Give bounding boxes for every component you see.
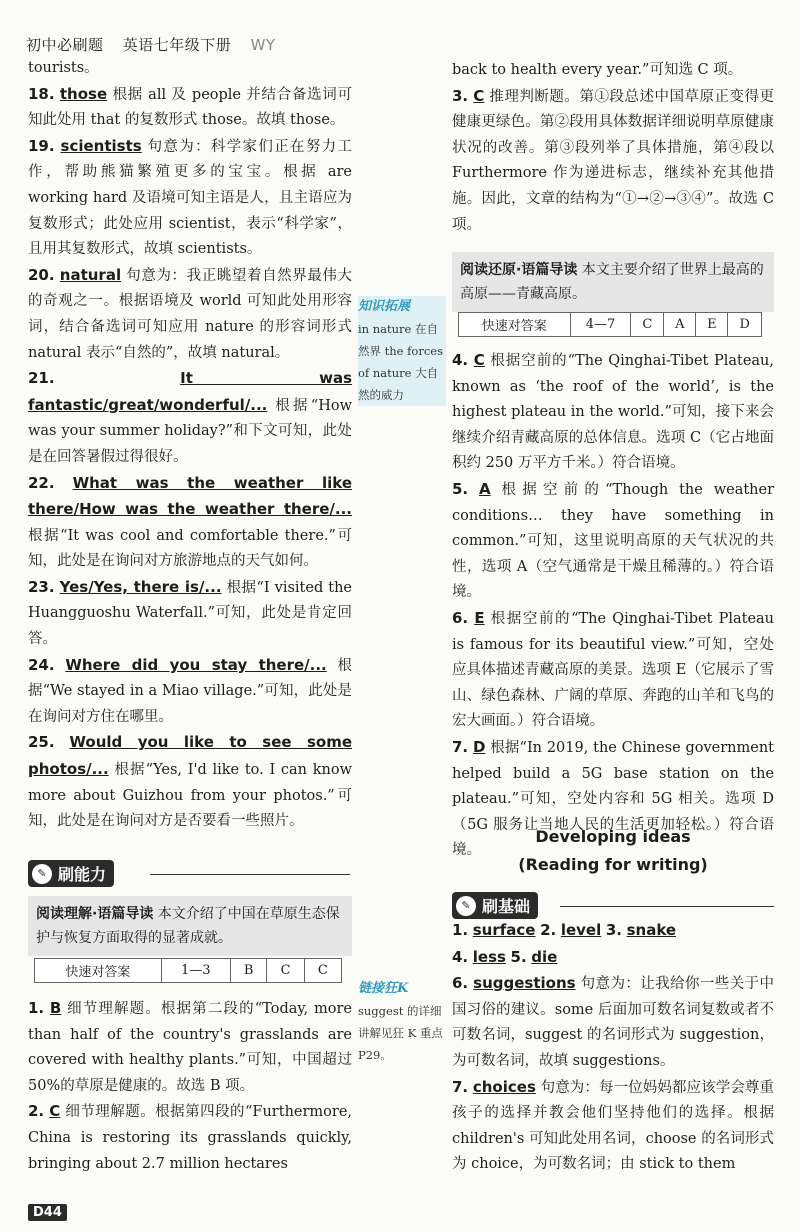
answer-item: 20. natural 句意为：我正眺望着自然界最伟大的奇观之一。根据语境及 world 可知此处用形容词，结合备选词可知应用 nature 的形容词形式 natural 表示“自然的”，故填 natural。 [28,265,353,361]
quick-answer-cell: 快速对答案 [35,959,162,983]
basics-list [452,918,774,1178]
guide-text: 本文介绍了中国在草原生态保护与恢复方面取得的显著成就。 [36,906,340,946]
link-text: suggest 的详细讲解见狂 K 重点 P29。 [358,1004,443,1062]
quick-answer-cell: D [728,313,762,337]
knowledge-sidebar [358,296,446,406]
sidebar-text: in nature 在自然界 the forces of nature 大自然的威力 [358,322,443,402]
answer-item: 21. It was fantastic/great/wonderful/... 根据“How was your summer holiday?”和下文可知，此处是在回答暑假过得很好。 [28,369,352,465]
answer-item: 22. What was the weather like there/How was the weather there/... 根据“It was cool and comfortable there.”可知，此处是在询问对方旅游地点的天气如何。 [28,473,352,570]
answer-item: 7. D 根据“In 2019, the Chinese government helped build a 5G base station on the plateau.”可知，空处内容和 5G 相关。选项 D（5G 服务让当地人民的生活更加轻松。）符合语境。 [452,737,775,859]
divider [150,874,350,875]
reading-guide [28,896,352,956]
quick-answer-cell: A [664,313,696,337]
quick-answer-table-right [458,312,762,337]
page-number: D44 [28,1204,67,1221]
reading-guide-right [452,252,774,312]
guide-label: 阅读还原·语篇导读 [460,262,578,278]
answer-item: 2. C 细节理解题。根据第四段的“Furthermore, China is restoring its grasslands quickly, bringing about 2.7 million hectares [28,1102,353,1172]
right-column [452,58,774,238]
quick-answer-cell: 1—3 [161,959,230,983]
answer-item: 4. C 根据空前的“The Qinghai-Tibet Plateau, known as ‘the roof of the world’, is the highest plateau in the world.”可知，接下来会继续介绍青藏高原的总体信息。选项 C（它占地面积约 250 万平方千米。）符合语境。 [452,351,774,472]
unit-subtitle: (Reading for writing) [518,855,708,874]
left-reading-items [28,996,352,1177]
answer-item: 18. those 根据 all 及 people 并结合备选词可知此处用 that 的复数形式 those。故填 those。 [28,84,353,129]
basics-row: 4. less 5. die [452,947,558,966]
section-heading-ability [28,860,114,887]
guide-text: 本文主要介绍了世界上最高的高原——青藏高原。 [460,262,764,302]
answer-item: 7. choices 句意为：每一位妈妈都应该学会尊重孩子的选择并教会他们坚持他们的选择。根据 children's 可知此处用名词，choose 的名词形式为 choice，为可数名词；由 stick to them [452,1077,775,1173]
left-column [28,56,352,835]
brush-icon: ✎ [456,896,476,916]
basics-row: 1. surface 2. level 3. snake [452,921,677,939]
answer-item: 19. scientists 句意为：科学家们正在努力工作，帮助熊猫繁殖更多的宝宝。根据 are working hard 及语境可知主语是人，且主语应为复数形式；此处应用 scientist，表示“科学家”，且用其复数形式，故填 scientists。 [28,136,353,258]
section-title: 刷基础 [482,897,531,916]
answer-item: 1. B 细节理解题。根据第二段的“Today, more than half of the country's grasslands are covered with healthy plants.”可知，中国超过 50%的草原是健康的。故选 B 项。 [28,999,352,1094]
answer-item: 6. suggestions 句意为：让我给你一些关于中国习俗的建议。some 后面加可数名词复数或者不可数名词，suggest 的名词形式为 suggestion，为可数名词，故填 suggestions。 [452,974,775,1069]
section-heading-basic [452,892,538,919]
quick-answer-cell: C [631,313,664,337]
divider [560,906,774,907]
answer-item: 6. E 根据空前的“The Qinghai-Tibet Plateau is famous for its beautiful view.”可知，空处应具体描述青藏高原的美景。选项 E（它展示了雪山、绿色森林、广阔的草原、奔跑的山羊和飞鸟的宏大画面。）符合语境。 [452,608,775,730]
answer-item: 23. Yes/Yes, there is/... 根据“I visited the Huangguoshu Waterfall.”可知，此处是肯定回答。 [28,577,353,648]
answer-item: 5. A 根据空前的“Though the weather conditions… they have something in common.”可知，这里说明高原的天气状况的共性，选项 A（空气通常是干燥且稀薄的。）符合语境。 [452,479,775,601]
page-header [26,34,290,55]
unit-title: Developing ideas [535,827,691,846]
answer-item-3: 3. C 推理判断题。第①段总述中国草原正变得更健康更绿色。第②段用具体数据详细说明草原健康状况的改善。第③段列举了具体措施，第④段以 Furthermore 作为递进标志，继续补充其他措施。因此，文章的结构为“①→②→③④”。故选 C 项。 [452,86,775,233]
quick-answer-cell: 快速对答案 [459,313,571,337]
continuation-text: back to health every year.”可知选 C 项。 [452,62,743,78]
answer-item: 24. Where did you stay there/... 根据“We stayed in a Miao village.”可知，此处是在询问对方住在哪里。 [28,655,352,725]
continuation-text: tourists。 [28,60,99,76]
quick-answer-cell: E [696,313,728,337]
quick-answer-table [34,958,342,983]
link-title: 链接狂K [358,981,409,996]
book-name: 初中必刷题 [26,36,104,54]
right-items [452,348,774,864]
quick-answer-cell: B [230,959,267,983]
subject-name: 英语七年级下册 [122,36,232,54]
sidebar-title: 知识拓展 [358,299,411,314]
quick-answer-cell: C [304,959,341,983]
quick-answer-cell: C [267,959,304,983]
answer-item: 25. Would you like to see some photos/... 根据“Yes, I'd like to. I can know more about Guizhou from your photos.”可知，此处是在询问对方是否要看一些照片。 [28,733,353,830]
brush-icon: ✎ [32,864,52,884]
link-sidebar [358,978,446,1066]
edition-tag: WY [250,36,276,54]
quick-answer-cell: 4—7 [570,313,631,337]
section-title: 刷能力 [58,865,107,884]
guide-label: 阅读理解·语篇导读 [36,906,154,922]
